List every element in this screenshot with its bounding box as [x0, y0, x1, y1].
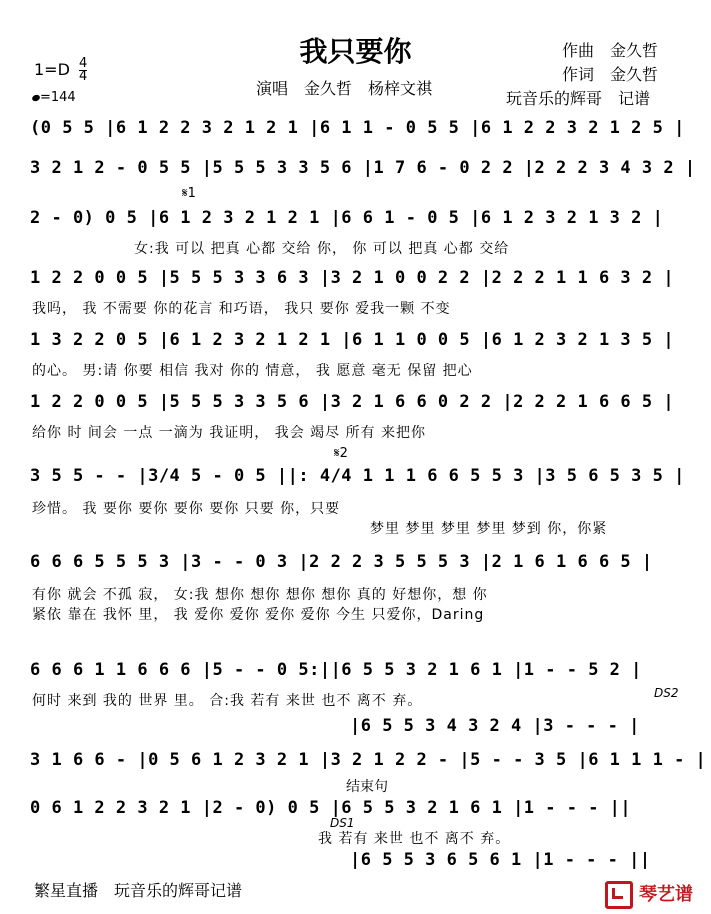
score-line-4: 1 2 2 0 0 5 |5 5 5 3 3 6 3 |3 2 1 0 0 2 2 |2 2 2 1 1 6 3 2 | [30, 268, 675, 288]
score-line-7: 3 5 5 - - |3/4 5 - 0 5 ||: 4/4 1 1 1 6 6 5 5 3 |3 5 6 5 3 5 | [30, 466, 685, 486]
site-logo[interactable] [605, 880, 693, 909]
ds1-mark: DS1 [330, 816, 355, 830]
score-title: 我只要你 [299, 35, 412, 68]
score-line-2: 3 2 1 2 - 0 5 5 |5 5 5 3 3 5 6 |1 7 6 - 0 2 2 |2 2 2 3 4 3 2 | [30, 158, 696, 178]
singers-credit: 演唱 金久哲 杨梓文祺 [256, 79, 433, 98]
lyricist-credit: 作词 金久哲 [562, 65, 659, 84]
tempo-mark: =144 [32, 90, 76, 105]
time-sig-bottom: 4 [79, 69, 88, 84]
lyric-line-7b: 梦里 梦里 梦里 梦里 梦到 你，你紧 [370, 521, 608, 537]
lyric-line-4: 我吗， 我 不需要 你的花言 和巧语， 我只 要你 爱我一颗 不变 [32, 301, 451, 317]
lyric-line-6: 给你 时 间会 一点 一滴为 我证明， 我会 竭尽 所有 来把你 [32, 425, 427, 441]
footer-credit: 繁星直播 玩音乐的辉哥记谱 [34, 881, 243, 900]
logo-text: 琴艺谱 [639, 884, 693, 905]
ending-label: 结束句 [346, 779, 388, 795]
lyric-line-11: 我 若有 来世 也不 离不 弃。 [318, 831, 511, 847]
lyric-line-3: 女:我 可以 把真 心都 交给 你， 你 可以 把真 心都 交给 [134, 241, 510, 257]
lyric-line-5: 的心。 男:请 你要 相信 我对 你的 情意， 我 愿意 毫无 保留 把心 [32, 363, 473, 379]
score-line-9: 6 6 6 1 1 6 6 6 |5 - - 0 5:||6 5 5 3 2 1 6 1 |1 - - 5 2 | [30, 660, 642, 680]
transcriber-credit: 玩音乐的辉哥 记谱 [506, 89, 651, 108]
ds2-mark: DS2 [654, 686, 679, 700]
score-line-1: (0 5 5 |6 1 2 2 3 2 1 2 1 |6 1 1 - 0 5 5 |6 1 2 2 3 2 1 2 5 | [30, 118, 685, 138]
segno-1-mark: 𝄋1 [182, 186, 196, 201]
segno-2-mark: 𝄋2 [334, 446, 348, 461]
lyric-line-8: 有你 就会 不孤 寂， 女:我 想你 想你 想你 想你 真的 好想你，想 你 [32, 587, 488, 603]
score-line-10: 3 1 6 6 - |0 5 6 1 2 3 2 1 |3 2 1 2 2 - |5 - - 3 5 |6 1 1 1 - | [30, 750, 707, 770]
score-line-3: 2 - 0) 0 5 |6 1 2 3 2 1 2 1 |6 6 1 - 0 5 |6 1 2 3 2 1 3 2 | [30, 208, 664, 228]
score-line-9b: |6 5 5 3 4 3 2 4 |3 - - - | [350, 716, 640, 736]
score-line-5: 1 3 2 2 0 5 |6 1 2 3 2 1 2 1 |6 1 1 0 0 5 |6 1 2 3 2 1 3 5 | [30, 330, 675, 350]
score-line-8: 6 6 6 5 5 5 3 |3 - - 0 3 |2 2 2 3 5 5 5 3 |2 1 6 1 6 6 5 | [30, 552, 653, 572]
lyric-line-8b: 紧依 靠在 我怀 里， 我 爱你 爱你 爱你 爱你 今生 只爱你，Daring [32, 607, 485, 623]
score-line-11: 0 6 1 2 2 3 2 1 |2 - 0) 0 5 |6 5 5 3 2 1 6 1 |1 - - - || [30, 798, 632, 818]
time-sig-top: 4 [79, 56, 88, 71]
logo-icon [605, 881, 633, 909]
score-line-6: 1 2 2 0 0 5 |5 5 5 3 3 5 6 |3 2 1 6 6 0 2 2 |2 2 2 1 6 6 5 | [30, 392, 675, 412]
lyric-line-7: 珍惜。 我 要你 要你 要你 要你 只要 你，只要 [32, 501, 341, 517]
score-line-12: |6 5 5 3 6 5 6 1 |1 - - - || [350, 850, 651, 870]
lyric-line-9: 何时 来到 我的 世界 里。 合:我 若有 来世 也不 离不 弃。 [32, 693, 423, 709]
key-label: 1=D [34, 60, 70, 79]
key-signature [34, 58, 87, 83]
composer-credit: 作曲 金久哲 [562, 41, 659, 60]
